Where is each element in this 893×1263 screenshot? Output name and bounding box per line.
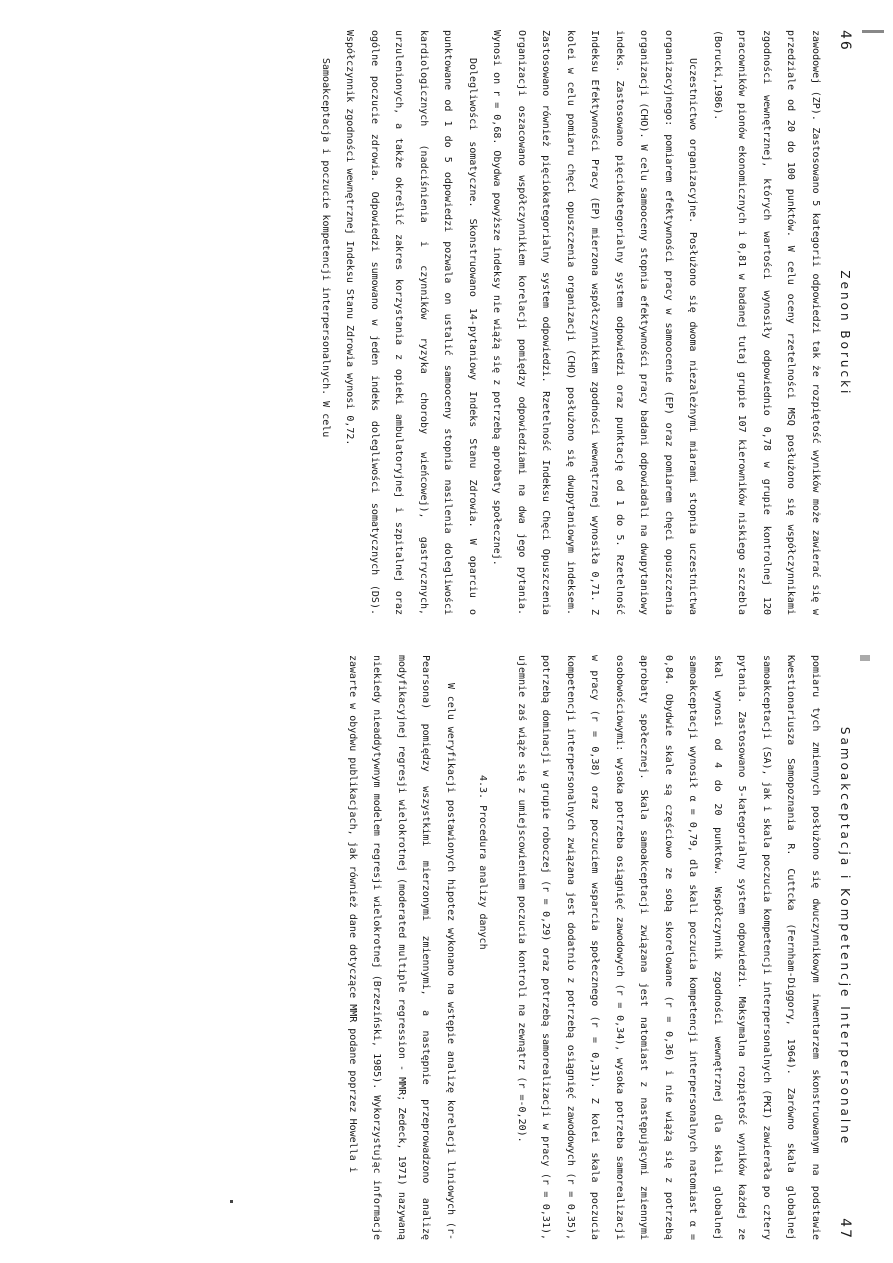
- paragraph: W celu weryfikacji postawionych hipotez wykonano na wstępie analizę korelacji liniowych (r-Pearsona) pomiędzy wszystkimi mierzonymi zmiennymi, a następnie przeprowadzono analizę modyfikacyjnej regresji wielokrotnej (moderated multiple regression - MMR; Zedeck, 1971) nazywaną niekiedy nieaddytywnym modelem regresji wielokrotnej (Brzeziński, 1985). Wykorzystując informacje zawarte w obydwu publikacjach, jak również dane dotyczące MMR podane poprzez Howella i: [347, 655, 456, 1240]
- scan-artifact: [862, 30, 884, 33]
- paragraph: zawodowej (ZP). Zastosowano 5 kategorii odpowiedzi tak że rozpiętość wyników może zawierać się w przedziale od 20 do 100 punktów. W celu oceny rzetelności MSQ posłużono się współczynnikami zgodności wewnętrznej, których wartości wynosiły odpowiednio 0,78 w grupie kontrolnej 120 pracowników pionów ekonomicznych i 0,81 w badanej tutaj grupie 107 kierowników niskiego szczebla (Borucki,1986).: [712, 30, 821, 615]
- paragraph: pomiaru tych zmiennych posłużono się dwuczynnikowym inwentarzem skonstruowanym na podstawie Kwestionariusza Samopoznania R. Cuttcka (Fernham-Diggory, 1964). Zarówno skala globalnej samoakceptacji (SA), jak i skala poczucia kompetencji interpersonalnych (PKI) zawierała po cztery pytania. Zastosowano 5-kategorialny system odpowiedzi. Maksymalna rozpiętość wyników każdej ze skal wynosi od 4 do 20 punktów. Współczynnik zgodności wewnętrznej dla skali globalnej samoakceptacji wynosił α = 0,79, dla skali poczucia kompetencji interpersonalnych natomiast α = 0,84. Obydwie skale są częściowo ze sobą skorelowane (r = 0,36) i nie wiążą się z potrzebą aprobaty społecznej. Skala samoakceptacji związana jest natomiast z następującymi zmiennymi osobowościowymi: wysoka potrzeba osiągnięć zawodowych (r = 0,34), wysoka potrzeba samorealizacji w pracy (r = 0,38) oraz poczuciem wsparcia społecznego (r = 0,31). Z kolei skala poczucia kompetencji interpersonalnych związana jest dodatnio z potrzebą osiągnięć zawodowych (r = 0,35), potrzebą dominacji w grupie roboczej (r = 0,29) oraz potrzebą samorealizacji w pracy (r = 0,31), ujemnie zaś wiąże się z umiejscowieniem poczucia kontroli na zewnątrz (r =-0,20).: [516, 655, 821, 1240]
- paragraph: Uczestnictwo organizacyjne. Posłużono się dwoma niezależnymi miarami stopnia uczestnictwa organizacyjnego: pomiarem efektywności pracy w samoocenie (EP) oraz pomiarem chęci opuszczenia organizacji (CHO). W celu samooceny stopnia efektywności pracy badani odpowiadali na dwupytaniowy indeks. Zastosowano pięciokategorialny system odpowiedzi oraz punktację od 1 do 5. Rzetelność Indeksu Efektywności Pracy (EP) mierzona współczynnikiem zgodności wewnętrznej wynosiła 0,71. Z kolei w celu pomiaru chęci opuszczenia organizacji (CHO) posłużono się dwupytaniowym indeksem. Zastosowano również pięciokategorialny system odpowiedzi. Rzetelność Indeksu Chęci Opuszczenia Organizacji oszacowano współczynnikiem korelacji pomiędzy odpowiedziami na dwa jego pytania. Wynosi on r = 0,68. Obydwa powyższe indeksy nie wiążą się z potrzebą aprobaty społecznej.: [491, 30, 699, 615]
- left-page: [33, 30, 853, 615]
- scan-artifact: [230, 1200, 233, 1203]
- right-page-header: [837, 655, 853, 1240]
- right-running-head: Samoakceptacja i Kompetencje Interpersonalne: [838, 726, 852, 1147]
- left-page-body: [313, 30, 828, 615]
- section-heading: 4.3. Procedura analizy danych: [477, 775, 489, 950]
- scan-artifact: [860, 655, 870, 661]
- left-page-number: 46: [837, 30, 853, 52]
- right-page: [33, 655, 853, 1240]
- paragraph: Samoakceptacja i poczucie kompetencji interpersonalnych. W celu: [320, 58, 331, 438]
- right-page-body: [340, 655, 828, 1240]
- left-page-header: [837, 30, 853, 615]
- paragraph: Dolegliwości somatyczne. Skonstruowano 14-pytaniowy Indeks Stanu Zdrowia. W oparciu o punktowane od 1 do 5 odpowiedzi pozwala on ustalić samooceny stopnia nasilenia dolegliwości kardiologicznych (nadciśnienia i czynników ryzyka choroby wieńcowej), gastrycznych, urzulenionych, a także określić zakres korzystania z opieki ambulatoryjnej i szpitalnej oraz ogólne poczucie zdrowia. Odpowiedzi sumowano w jeden indeks dolegliwości somatycznych (DS). Współczynnik zgodności wewnętrznej Indeksu Stanu Zdrowia wynosi 0,72.: [344, 30, 478, 615]
- right-page-number: 47: [837, 1218, 853, 1240]
- left-running-head: Zenon Borucki: [838, 270, 852, 397]
